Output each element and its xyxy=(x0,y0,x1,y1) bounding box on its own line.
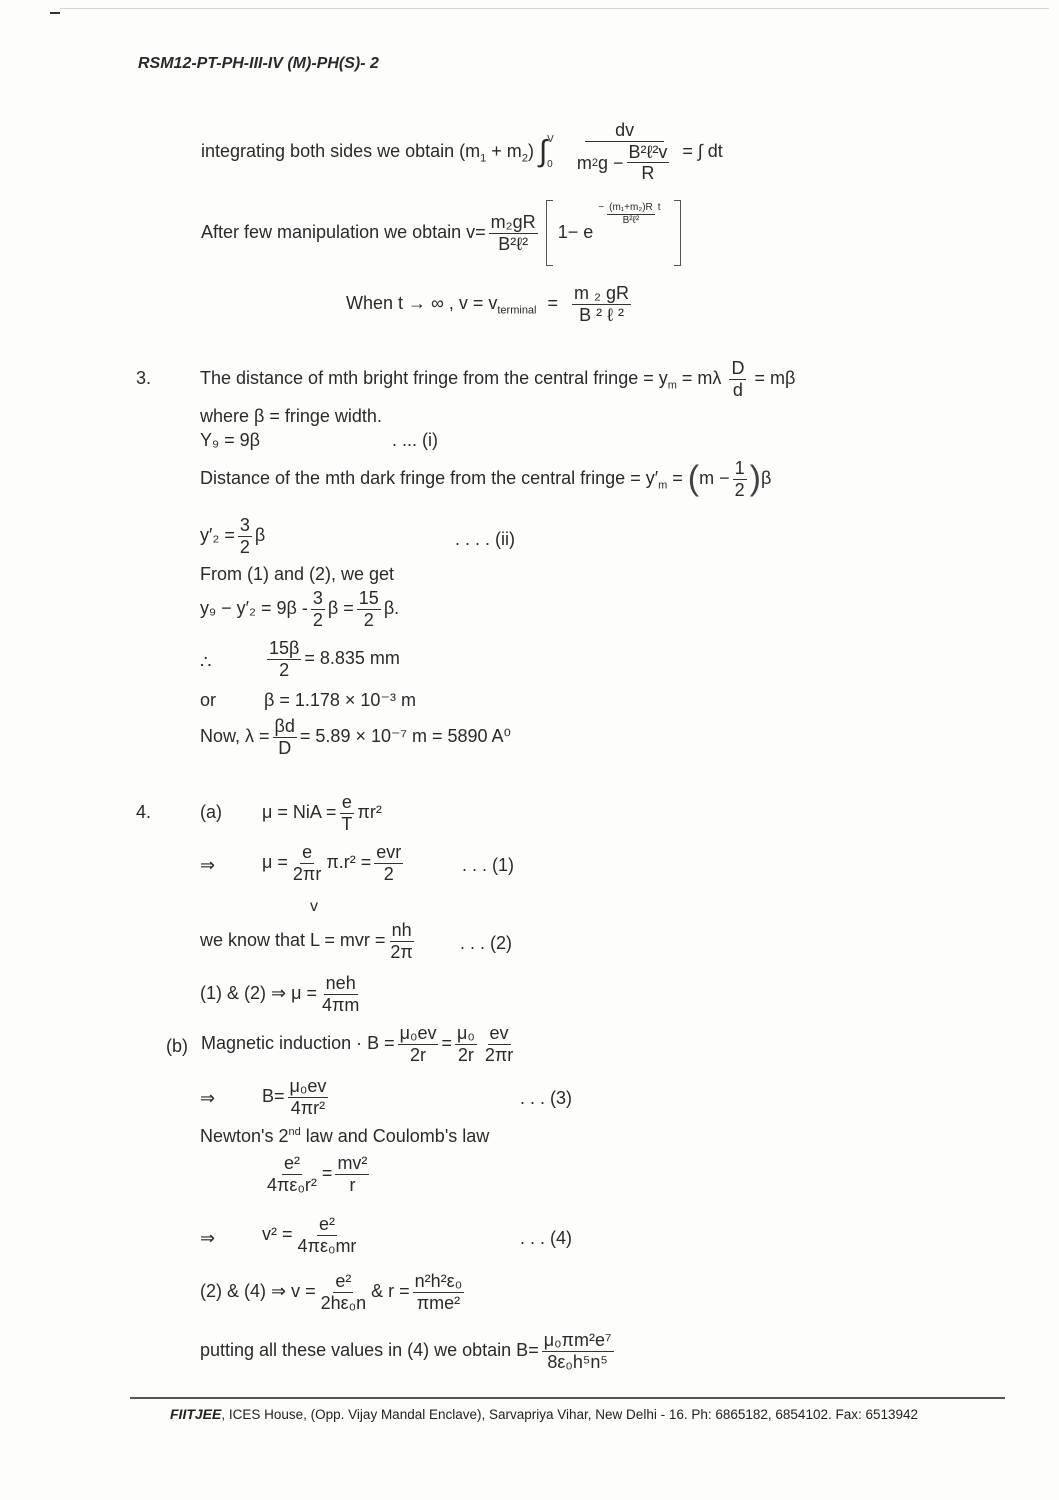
manip-fraction xyxy=(489,212,538,254)
exp-den: B²ℓ² xyxy=(622,214,640,226)
part-b-label: (b) xyxy=(166,1036,188,1056)
comb-text: (1) & (2) ⇒ μ = xyxy=(200,982,317,1003)
lambda-num: βd xyxy=(274,716,295,736)
bright-fringe-line xyxy=(200,358,795,400)
y2-fraction xyxy=(238,515,252,557)
implies-2: ⇒ xyxy=(200,1088,216,1108)
inner-num: B²ℓ²v xyxy=(628,141,668,162)
b-frac3 xyxy=(483,1023,515,1065)
diff-num2: 15 xyxy=(358,588,379,608)
v2-line xyxy=(262,1214,361,1256)
newton-line xyxy=(200,1126,489,1147)
vr-text: (2) & (4) ⇒ v = xyxy=(200,1280,316,1301)
dark-beta: β xyxy=(760,467,772,488)
vr-num2: n²h²ε₀ xyxy=(414,1271,463,1291)
manipulation-line xyxy=(201,200,681,266)
D-over-d xyxy=(729,358,746,400)
newton-text: Newton's 2 xyxy=(200,1126,289,1146)
result-fraction xyxy=(267,638,301,680)
den-g: g − xyxy=(597,152,624,173)
mu-frac2 xyxy=(374,842,403,884)
implies-3: ⇒ xyxy=(200,1228,216,1248)
y2-lhs: y′₂ = xyxy=(200,524,235,545)
terminal-num: m ₂ gR xyxy=(574,283,630,303)
mu-line xyxy=(262,842,406,884)
dark-fringe-line xyxy=(200,458,771,500)
L-text: we know that L = mvr = xyxy=(200,929,386,950)
terminal-fraction xyxy=(572,283,631,325)
manip-text: After few manipulation we obtain v= xyxy=(201,221,486,242)
comb-den: 4πm xyxy=(321,994,360,1015)
manip-num: m₂gR xyxy=(490,211,536,232)
q3-line1: The distance of mth bright fringe from the central fringe = y xyxy=(200,367,668,388)
part-a-label: (a) xyxy=(200,802,222,822)
diff-den1: 2 xyxy=(312,609,323,630)
a-den: T xyxy=(341,813,353,834)
b-den1: 2r xyxy=(410,1044,427,1065)
corner-mark xyxy=(50,12,60,14)
footer-rule xyxy=(130,1397,1005,1399)
exponent: − $\frac{\text{(m₁+m₂)R}}{\text{B²ℓ²}}$ t xyxy=(598,202,661,226)
top-rule xyxy=(60,8,1049,9)
result-line xyxy=(264,638,400,680)
terminal-sub: terminal xyxy=(497,304,537,317)
terminal-line xyxy=(346,283,634,325)
or-label: or xyxy=(200,690,217,710)
lambda-value: = 5.89 × 10⁻⁷ m = 5890 A⁰ xyxy=(299,725,511,746)
mu-tag: . . . (1) xyxy=(462,855,515,875)
question-4-number: 4. xyxy=(136,802,152,822)
close-paren: ) xyxy=(527,140,534,161)
integrating-text: integrating both sides we obtain (m xyxy=(201,140,481,161)
dv-fraction xyxy=(575,120,674,184)
b-frac1 xyxy=(398,1023,439,1065)
magnetic-induction-line xyxy=(201,1023,518,1065)
coulomb-line xyxy=(262,1153,372,1195)
manip-den: B²ℓ² xyxy=(498,233,529,254)
left-bracket xyxy=(546,200,553,266)
integration-line xyxy=(201,120,723,184)
result-value: = 8.835 mm xyxy=(304,647,400,668)
L-line xyxy=(200,920,418,962)
coul-den2: r xyxy=(349,1174,356,1195)
B-num: μ₀ev xyxy=(289,1076,327,1096)
final-text: putting all these values in (4) we obtain B= xyxy=(200,1339,539,1360)
inner-den: R xyxy=(641,163,655,184)
plus-m: + m xyxy=(486,140,522,161)
terminal-text: When t → ∞ , v = v xyxy=(346,292,498,313)
mu-num2: evr xyxy=(376,842,402,862)
y2-den: 2 xyxy=(239,536,250,557)
inner-fraction xyxy=(627,142,670,184)
b-num1: μ₀ev xyxy=(399,1023,437,1043)
v2-den: 4πε₀mr xyxy=(297,1235,357,1256)
result-num: 15β xyxy=(269,638,300,658)
rhs-dt: = ∫ dt xyxy=(682,140,723,161)
den-sub: 2 xyxy=(591,156,598,169)
now-text: Now, λ = xyxy=(200,725,270,746)
dark-eq: = xyxy=(667,467,683,488)
mu-lhs: μ = xyxy=(262,851,288,872)
left-paren: ( xyxy=(687,459,700,498)
newton-end: law and Coulomb's law xyxy=(300,1126,490,1146)
manip-bracket-text: 1− e xyxy=(557,221,594,242)
b-den2: 2r xyxy=(457,1044,474,1065)
coul-frac1 xyxy=(265,1153,319,1195)
where-line: where β = fringe width. xyxy=(200,406,382,426)
B-line xyxy=(262,1076,331,1118)
coul-den1: 4πε₀r² xyxy=(267,1174,317,1195)
vr-frac2 xyxy=(413,1271,465,1313)
b-frac2 xyxy=(455,1023,477,1065)
mu-den-v: v xyxy=(310,898,318,915)
a-num: e xyxy=(341,792,352,812)
e-over-T xyxy=(339,792,354,834)
final-num: μ₀πm²e⁷ xyxy=(543,1330,612,1350)
y2-tag: . . . . (ii) xyxy=(455,529,515,549)
lambda-den: D xyxy=(278,737,292,758)
comb-num: neh xyxy=(325,973,356,993)
v-r-line xyxy=(200,1271,467,1313)
b-eq: = xyxy=(441,1032,452,1053)
dv-num: dv xyxy=(585,120,664,142)
L-tag: . . . (2) xyxy=(460,933,513,953)
footer-address: ICES House, (Opp. Vijay Mandal Enclave), Sarvapriya Vihar, New Delhi - 16. Ph: 6865182, 6854102. Fax: 6513942 xyxy=(228,1407,919,1422)
B-lhs: B= xyxy=(262,1085,285,1106)
v2-fraction xyxy=(296,1214,359,1256)
vr-frac1 xyxy=(319,1271,369,1313)
page-header-code: RSM12-PT-PH-III-IV (M)-PH(S)- 2 xyxy=(138,55,379,72)
B-den: 4πr² xyxy=(290,1097,326,1118)
half-den: 2 xyxy=(734,479,745,500)
sub-2: 2 xyxy=(521,152,528,165)
combined-line xyxy=(200,973,364,1015)
v2-lhs: v² = xyxy=(262,1223,293,1244)
exp-num: (m₁+m₂)R xyxy=(609,202,653,213)
a-end: πr² xyxy=(357,801,382,822)
y2-num: 3 xyxy=(239,515,250,535)
therefore-symbol: ∴ xyxy=(200,652,212,672)
brand-logo: FIITJEE xyxy=(170,1406,222,1422)
coul-num1: e² xyxy=(283,1153,300,1173)
diff-frac1 xyxy=(311,588,325,630)
mu-den-text: 2πr xyxy=(292,863,322,884)
final-den: 8ε₀h⁵n⁵ xyxy=(547,1351,608,1372)
diff-den2: 2 xyxy=(363,609,374,630)
vr-den2: πme² xyxy=(416,1292,461,1313)
comb-fraction xyxy=(320,973,361,1015)
footer: FIITJEE, ICES House, (Opp. Vijay Mandal Enclave), Sarvapriya Vihar, New Delhi - 16. Ph: 6865182, 6854102. Fax: 6513942 xyxy=(170,1406,919,1422)
b-den3: 2πr xyxy=(484,1044,514,1065)
y2-line xyxy=(200,515,265,557)
coul-eq: = xyxy=(321,1162,333,1183)
b-num3: ev xyxy=(489,1023,509,1043)
q3-line1-mid: = mλ xyxy=(676,367,722,388)
difference-line xyxy=(200,588,399,630)
mu-num: e xyxy=(302,842,313,862)
exp-t: t xyxy=(657,202,661,213)
coul-num2: mv² xyxy=(337,1153,368,1173)
v2-tag: . . . (4) xyxy=(520,1228,573,1248)
mu-den2: 2 xyxy=(383,863,394,884)
final-fraction xyxy=(542,1330,614,1372)
a-eq: μ = NiA = xyxy=(262,801,337,822)
dark-m: m − xyxy=(699,467,730,488)
b-num2: μ₀ xyxy=(456,1023,475,1043)
L-den: 2π xyxy=(390,941,413,962)
vr-mid: & r = xyxy=(371,1280,410,1301)
v2-num: e² xyxy=(318,1214,335,1234)
D-num: D xyxy=(731,358,745,378)
coul-frac2 xyxy=(335,1153,369,1195)
dark-text: Distance of the mth dark fringe from the central fringe = y′ xyxy=(200,467,659,488)
dv-den xyxy=(575,142,674,184)
vr-num1: e² xyxy=(335,1271,352,1291)
right-paren: ) xyxy=(749,459,761,498)
diff-mid: β = xyxy=(327,597,354,618)
question-3-number: 3. xyxy=(136,368,152,388)
q3-line1-end: = mβ xyxy=(754,367,796,388)
newton-sup: nd xyxy=(288,1126,301,1138)
mu-frac1 xyxy=(291,842,323,884)
den-m: m xyxy=(576,152,592,173)
y2-beta: β xyxy=(254,524,266,545)
implies-1: ⇒ xyxy=(200,855,216,875)
B-fraction xyxy=(288,1076,329,1118)
terminal-den: B ² ℓ ² xyxy=(579,304,624,325)
lambda-line xyxy=(200,716,511,758)
y9-tag: . ... (i) xyxy=(392,430,438,450)
diff-num1: 3 xyxy=(312,588,323,608)
y9-line: Y₉ = 9β xyxy=(200,430,261,450)
d-den: d xyxy=(732,379,743,400)
from-line: From (1) and (2), we get xyxy=(200,564,395,584)
diff-frac2 xyxy=(357,588,381,630)
final-line xyxy=(200,1330,617,1372)
diff-end: β. xyxy=(383,597,400,618)
mu-den xyxy=(291,864,323,885)
L-fraction xyxy=(388,920,414,962)
B-tag: . . . (3) xyxy=(520,1088,573,1108)
q3-line1-sub: m xyxy=(667,379,677,392)
L-num: nh xyxy=(391,920,412,940)
integral-sign: ∫ xyxy=(538,135,548,169)
half-num: 1 xyxy=(734,458,745,478)
beta-value: β = 1.178 × 10⁻³ m xyxy=(264,690,416,710)
lambda-fraction xyxy=(273,716,297,758)
vr-den1: 2hε₀n xyxy=(320,1292,367,1313)
sub-1: 1 xyxy=(480,152,487,165)
mu-NiA-line xyxy=(262,792,382,834)
diff-lhs: y₉ − y′₂ = 9β - xyxy=(200,597,308,618)
terminal-eq: = xyxy=(547,292,559,313)
integral-lower: 0 xyxy=(547,159,553,171)
b-text: Magnetic induction · B = xyxy=(201,1032,395,1053)
mu-mid: π.r² = xyxy=(326,851,372,872)
half-fraction xyxy=(733,458,747,500)
result-den: 2 xyxy=(279,659,290,680)
integral-upper: V xyxy=(547,134,554,146)
right-bracket xyxy=(674,200,681,266)
dark-sub: m xyxy=(658,479,668,492)
